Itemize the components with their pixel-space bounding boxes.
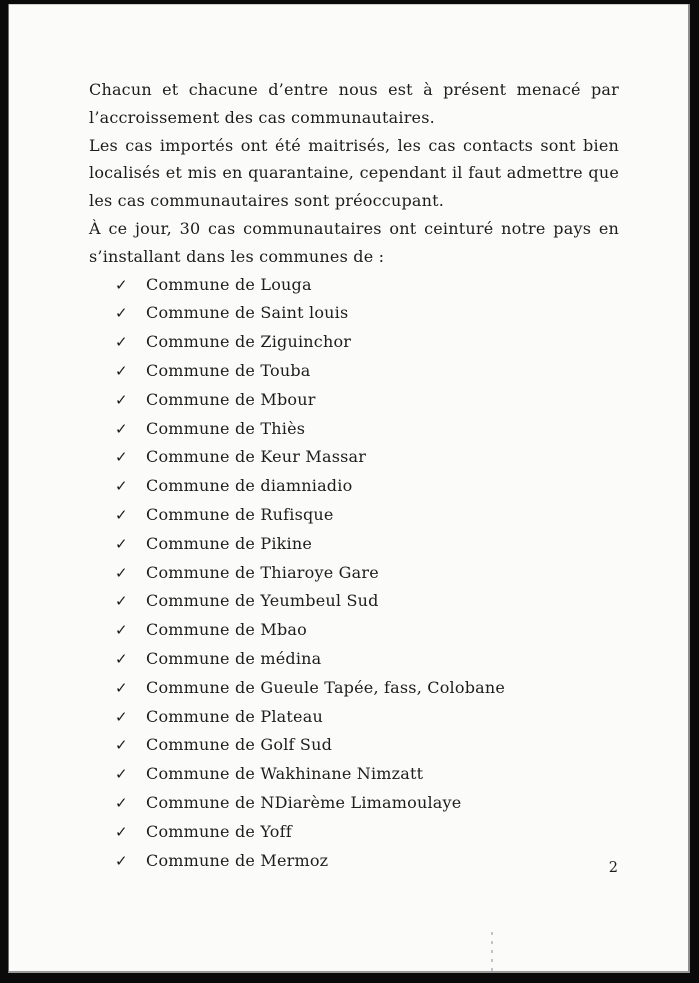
list-item — [115, 386, 619, 415]
list-item — [115, 271, 619, 300]
list-item-label: Commune de Rufisque — [146, 504, 334, 524]
list-item-label: Commune de Golf Sud — [146, 735, 333, 755]
list-item — [115, 847, 619, 876]
list-item-label: Commune de Mermoz — [146, 850, 329, 870]
list-item — [115, 299, 619, 328]
checkmark-icon: ✓ — [115, 390, 128, 409]
page-content — [89, 76, 619, 875]
list-item-label: Commune de Saint louis — [146, 303, 349, 323]
list-item — [115, 760, 619, 789]
checkmark-icon: ✓ — [115, 851, 128, 870]
checkmark-icon: ✓ — [115, 592, 128, 611]
checkmark-icon: ✓ — [115, 333, 128, 352]
list-item-label: Commune de Pikine — [146, 533, 313, 553]
list-item-label: Commune de Touba — [146, 360, 311, 380]
list-item — [115, 587, 619, 616]
paragraph: Les cas importés ont été maitrisés, les cas contacts sont bien localisés et mis en quarantaine, cependant il faut admettre que les cas communautaires sont préoccupant. — [89, 135, 619, 211]
list-item-label: Commune de Keur Massar — [146, 447, 367, 467]
list-item-label: Commune de Thiès — [146, 418, 306, 438]
list-item-label: Commune de Louga — [146, 274, 312, 294]
checkmark-icon: ✓ — [115, 448, 128, 467]
page-number: 2 — [608, 860, 618, 876]
list-item — [115, 472, 619, 501]
checkmark-icon: ✓ — [115, 649, 128, 668]
list-item — [115, 616, 619, 645]
checkmark-icon: ✓ — [115, 621, 128, 640]
checkmark-icon: ✓ — [115, 736, 128, 755]
scan-artifact — [491, 932, 493, 976]
checkmark-icon: ✓ — [115, 419, 128, 438]
list-item — [115, 328, 619, 357]
checkmark-icon: ✓ — [115, 707, 128, 726]
checkmark-icon: ✓ — [115, 275, 128, 294]
checkmark-icon: ✓ — [115, 793, 128, 812]
list-item — [115, 443, 619, 472]
list-item-label: Commune de diamniadio — [146, 476, 353, 496]
list-item — [115, 674, 619, 703]
list-item — [115, 818, 619, 847]
document-page — [8, 4, 690, 973]
list-item-label: Commune de Mbao — [146, 620, 307, 640]
list-item — [115, 703, 619, 732]
list-item-label: Commune de Yeumbeul Sud — [146, 591, 379, 611]
list-item — [115, 415, 619, 444]
checkmark-icon: ✓ — [115, 505, 128, 524]
list-item-label: Commune de Gueule Tapée, fass, Colobane — [146, 677, 506, 697]
checkmark-icon: ✓ — [115, 361, 128, 380]
list-item-label: Commune de Yoff — [146, 821, 292, 841]
list-item-label: Commune de Ziguinchor — [146, 332, 352, 352]
checkmark-icon: ✓ — [115, 822, 128, 841]
checkmark-icon: ✓ — [115, 304, 128, 323]
paragraph: Chacun et chacune d’entre nous est à présent menacé par l’accroissement des cas communautaires. — [89, 80, 619, 127]
list-item — [115, 357, 619, 386]
checkmark-icon: ✓ — [115, 563, 128, 582]
list-item — [115, 645, 619, 674]
checkmark-icon: ✓ — [115, 765, 128, 784]
list-item — [115, 731, 619, 760]
list-item-label: Commune de Wakhinane Nimzatt — [146, 764, 424, 784]
checkmark-icon: ✓ — [115, 477, 128, 496]
list-item — [115, 501, 619, 530]
paragraph: À ce jour, 30 cas communautaires ont ceinturé notre pays en s’installant dans les communes de : — [89, 218, 619, 266]
checkmark-icon: ✓ — [115, 678, 128, 697]
list-item — [115, 530, 619, 559]
list-item — [115, 559, 619, 588]
list-item-label: Commune de Thiaroye Gare — [146, 562, 379, 582]
list-item-label: Commune de Mbour — [146, 389, 316, 409]
list-item-label: Commune de médina — [146, 648, 322, 668]
list-item-label: Commune de Plateau — [146, 706, 323, 726]
list-item — [115, 789, 619, 818]
list-item-label: Commune de NDiarème Limamoulaye — [146, 792, 462, 812]
checkmark-icon: ✓ — [115, 534, 128, 553]
commune-list — [89, 271, 619, 876]
body-paragraphs — [89, 76, 619, 271]
